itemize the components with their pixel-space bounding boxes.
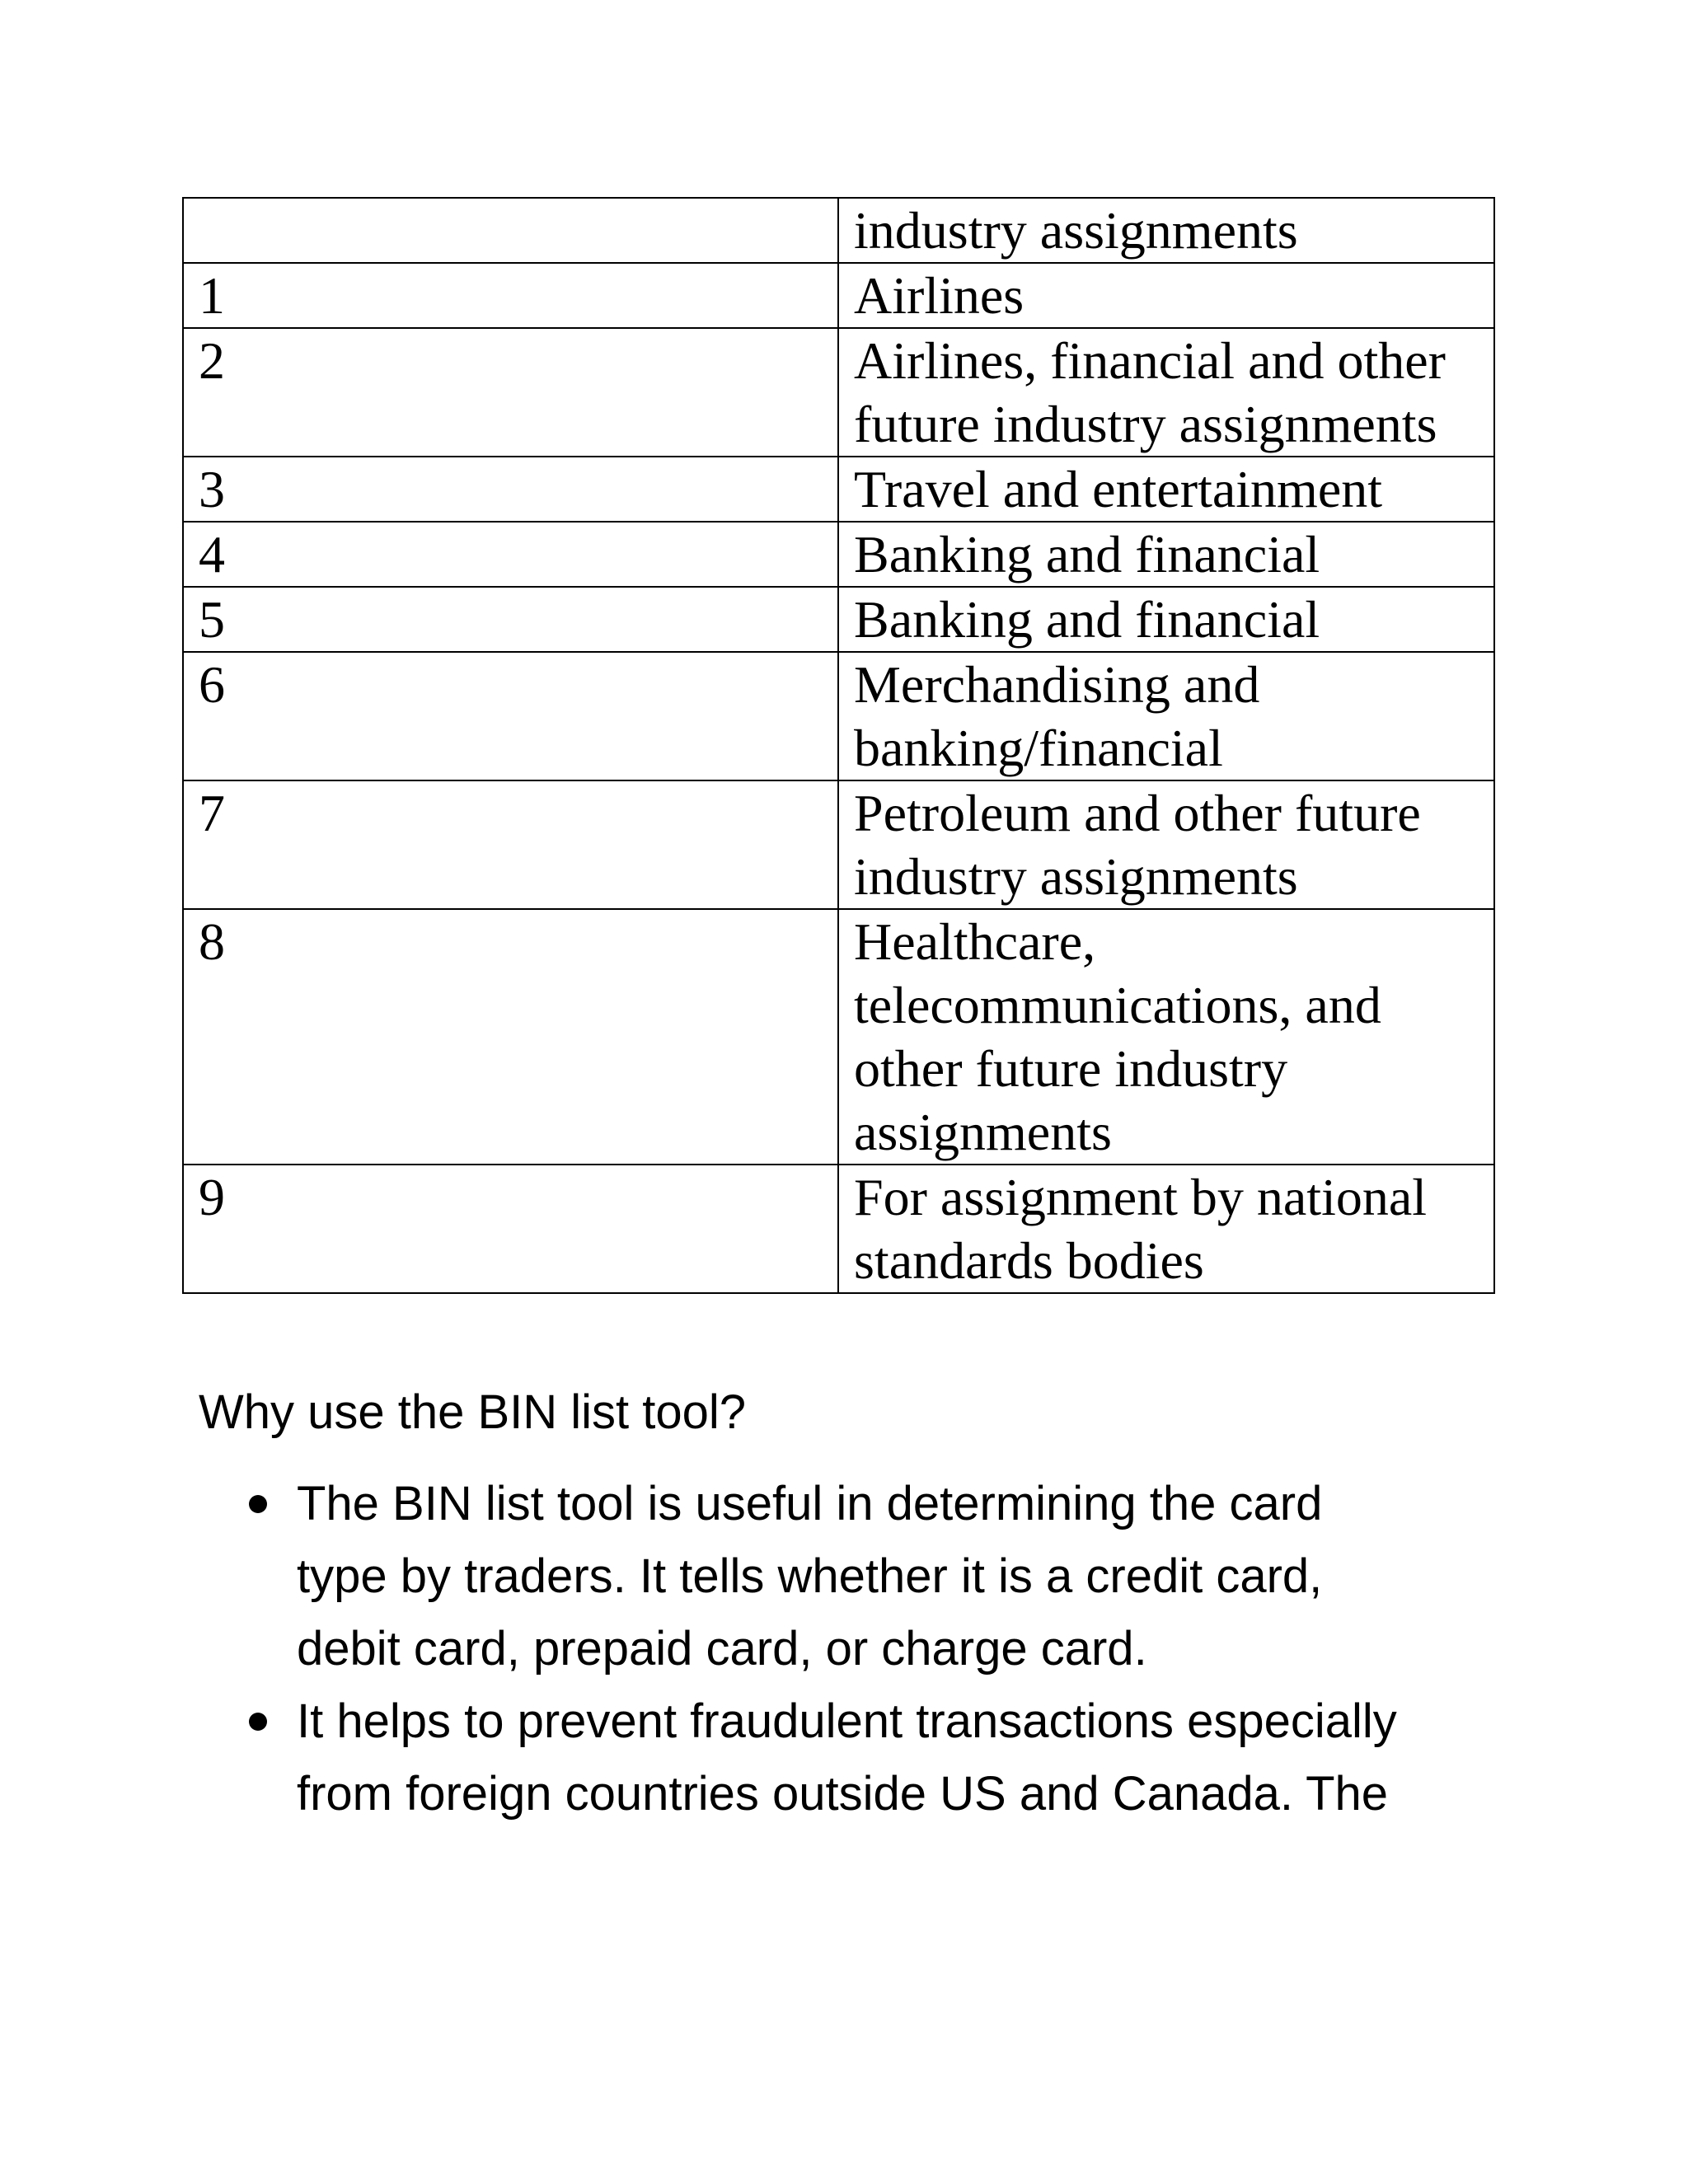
digit-cell (183, 328, 838, 457)
table-row (183, 780, 1494, 909)
table-row (183, 652, 1494, 780)
industry-cell (838, 198, 1494, 263)
table-row (183, 909, 1494, 1165)
bullet-icon (249, 1713, 267, 1731)
bullet-text: The BIN list tool is useful in determining the card type by traders. It tells whether it is a credit card, debit card, prepaid card, or charge card. (297, 1477, 1323, 1675)
industry-value: Airlines, financial and other future industry assignments (854, 331, 1446, 453)
digit-value: 7 (199, 784, 225, 842)
table-row (183, 263, 1494, 328)
digit-value: 6 (199, 655, 225, 714)
industry-cell (838, 263, 1494, 328)
bullet-item (247, 1468, 1533, 1685)
table-row (183, 328, 1494, 457)
digit-value: 3 (199, 460, 225, 518)
table-row (183, 1165, 1494, 1293)
digit-cell (183, 263, 838, 328)
digit-cell (183, 522, 838, 587)
bullet-text: It helps to prevent fraudulent transactions especially from foreign countries outside US and Canada. The (297, 1694, 1397, 1821)
digit-value: 8 (199, 912, 225, 971)
industry-cell (838, 909, 1494, 1165)
table-row (183, 522, 1494, 587)
digit-value: 9 (199, 1168, 225, 1226)
industry-value: Airlines (854, 266, 1025, 325)
industry-cell (838, 1165, 1494, 1293)
bullet-list (247, 1468, 1533, 1830)
digit-cell (183, 1165, 838, 1293)
industry-value: For assignment by national standards bodies (854, 1168, 1428, 1290)
industry-cell (838, 587, 1494, 652)
industry-value: industry assignments (854, 201, 1298, 260)
industry-value: Banking and financial (854, 590, 1320, 649)
industry-cell (838, 522, 1494, 587)
industry-value: Travel and entertainment (854, 460, 1382, 518)
digit-cell (183, 457, 838, 522)
digit-cell (183, 587, 838, 652)
digit-cell (183, 909, 838, 1165)
industry-cell (838, 328, 1494, 457)
digit-value: 2 (199, 331, 225, 390)
digit-cell (183, 198, 838, 263)
industry-value: Healthcare, telecommunications, and other future industry assignments (854, 912, 1381, 1161)
table-row (183, 587, 1494, 652)
digit-value: 1 (199, 266, 225, 325)
industry-cell (838, 652, 1494, 780)
industry-value: Merchandising and banking/financial (854, 655, 1260, 777)
digit-cell (183, 652, 838, 780)
industry-identifier-table (182, 197, 1495, 1294)
industry-value: Petroleum and other future industry assignments (854, 784, 1421, 906)
section-heading: Why use the BIN list tool? (199, 1385, 747, 1439)
digit-value: 4 (199, 525, 225, 583)
industry-cell (838, 780, 1494, 909)
bullet-item (247, 1685, 1533, 1830)
industry-value: Banking and financial (854, 525, 1320, 583)
digit-value: 5 (199, 590, 225, 649)
table-row (183, 457, 1494, 522)
industry-cell (838, 457, 1494, 522)
digit-cell (183, 780, 838, 909)
table-row (183, 198, 1494, 263)
bullet-icon (249, 1495, 267, 1513)
